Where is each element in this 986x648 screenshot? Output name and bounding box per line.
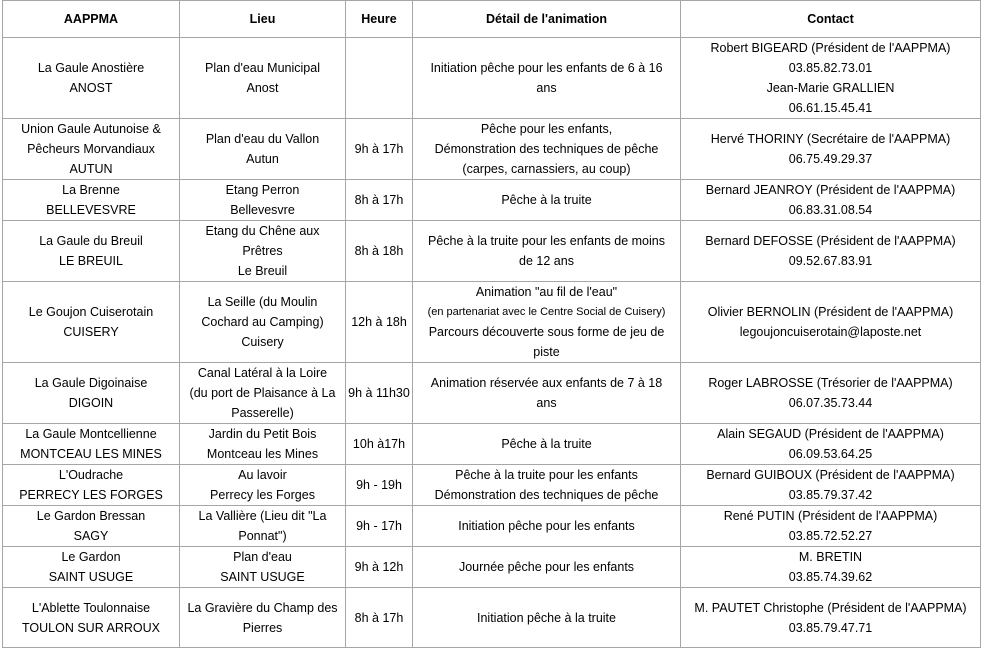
cell-line: 8h à 18h bbox=[354, 244, 404, 258]
header-detail: Détail de l'animation bbox=[413, 1, 681, 38]
cell-line: Bellevesvre bbox=[230, 203, 295, 217]
cell-line: TOULON SUR ARROUX bbox=[22, 620, 160, 635]
cell-line: ans bbox=[536, 81, 557, 95]
cell-detail bbox=[413, 38, 681, 119]
cell-aappma bbox=[3, 588, 180, 648]
cell-lieu bbox=[180, 38, 346, 119]
cell-line: ANOST bbox=[69, 81, 113, 95]
cell-line: (carpes, carnassiers, au coup) bbox=[462, 162, 631, 176]
header-contact: Contact bbox=[681, 1, 981, 38]
cell-contact bbox=[681, 588, 981, 648]
cell-detail bbox=[413, 363, 681, 424]
cell-line: CUISERY bbox=[63, 325, 119, 339]
cell-line: Ponnat") bbox=[238, 529, 287, 543]
cell-detail bbox=[413, 119, 681, 180]
cell-lieu bbox=[180, 465, 346, 506]
cell-heure bbox=[346, 465, 413, 506]
cell-line: Cochard au Camping) bbox=[201, 315, 324, 329]
cell-line: Montceau les Mines bbox=[206, 447, 319, 461]
cell-contact bbox=[681, 363, 981, 424]
cell-line: René PUTIN (Président de l'AAPPMA) bbox=[723, 509, 938, 523]
cell-line: Pêche à la truite bbox=[501, 437, 592, 451]
cell-line: Etang Perron bbox=[225, 183, 300, 197]
cell-line: La Gaule Digoinaise bbox=[34, 376, 148, 390]
cell-line: L'Ablette Toulonnaise bbox=[31, 600, 151, 615]
cell-lieu bbox=[180, 180, 346, 221]
cell-line: L'Oudrache bbox=[58, 468, 124, 482]
cell-line: 8h à 17h bbox=[354, 193, 404, 207]
cell-line: 10h à17h bbox=[352, 437, 406, 451]
cell-line: Pêche pour les enfants, bbox=[480, 122, 613, 136]
cell-line: Pêcheurs Morvandiaux bbox=[27, 142, 155, 156]
header-row bbox=[3, 1, 981, 38]
cell-line: La Gravière du Champ des bbox=[187, 600, 338, 615]
cell-contact bbox=[681, 180, 981, 221]
header-heure: Heure bbox=[346, 1, 413, 38]
cell-line: Plan d'eau Municipal bbox=[205, 61, 320, 75]
cell-line: 9h à 11h30 bbox=[348, 386, 410, 400]
cell-aappma bbox=[3, 38, 180, 119]
cell-line: Jardin du Petit Bois bbox=[208, 427, 317, 441]
cell-line: Pierres bbox=[242, 620, 283, 635]
cell-aappma bbox=[3, 221, 180, 282]
cell-line: La Gaule Montcellienne bbox=[25, 427, 157, 441]
cell-detail bbox=[413, 221, 681, 282]
table-row bbox=[3, 465, 981, 506]
cell-contact bbox=[681, 465, 981, 506]
cell-heure bbox=[346, 180, 413, 221]
cell-heure bbox=[346, 547, 413, 588]
cell-contact bbox=[681, 119, 981, 180]
cell-lieu bbox=[180, 363, 346, 424]
cell-line: Journée pêche pour les enfants bbox=[458, 560, 635, 574]
cell-line: Olivier BERNOLIN (Président de l'AAPPMA) bbox=[707, 305, 954, 319]
cell-aappma bbox=[3, 424, 180, 465]
cell-lieu bbox=[180, 221, 346, 282]
cell-line: Bernard GUIBOUX (Président de l'AAPPMA) bbox=[706, 468, 955, 482]
cell-line: 03.85.79.47.71 bbox=[788, 620, 873, 635]
cell-aappma bbox=[3, 180, 180, 221]
cell-line: Anost bbox=[246, 81, 279, 95]
header-aappma: AAPPMA bbox=[3, 1, 180, 38]
cell-line: legoujoncuiserotain@laposte.net bbox=[739, 325, 922, 339]
cell-line: Autun bbox=[246, 152, 279, 166]
cell-line: Au lavoir bbox=[238, 468, 287, 482]
cell-line: 09.52.67.83.91 bbox=[788, 254, 873, 268]
cell-line: 12h à 18h bbox=[351, 315, 407, 329]
cell-line: ans bbox=[536, 396, 557, 410]
cell-line: Initiation pêche pour les enfants de 6 à 16 bbox=[430, 61, 663, 75]
cell-line: Etang du Chêne aux bbox=[205, 224, 320, 238]
cell-line: La Brenne bbox=[62, 183, 120, 197]
cell-heure bbox=[346, 119, 413, 180]
cell-contact bbox=[681, 221, 981, 282]
table-row bbox=[3, 180, 981, 221]
header-lieu: Lieu bbox=[180, 1, 346, 38]
cell-line: PERRECY LES FORGES bbox=[19, 488, 163, 502]
table-row bbox=[3, 282, 981, 363]
cell-line: Initiation pêche à la truite bbox=[477, 610, 616, 625]
cell-line: 06.61.15.45.41 bbox=[788, 101, 873, 115]
cell-line: Canal Latéral à la Loire bbox=[197, 366, 328, 380]
cell-detail bbox=[413, 588, 681, 648]
cell-line: M. BRETIN bbox=[798, 550, 863, 564]
cell-line: MONTCEAU LES MINES bbox=[20, 447, 162, 461]
cell-line: 06.75.49.29.37 bbox=[788, 152, 873, 166]
cell-line: 06.83.31.08.54 bbox=[788, 203, 873, 217]
cell-line: 9h à 12h bbox=[354, 560, 404, 574]
cell-line: (en partenariat avec le Centre Social de Cuisery) bbox=[427, 306, 666, 318]
cell-line: Union Gaule Autunoise & bbox=[21, 122, 161, 136]
cell-line: LE BREUIL bbox=[59, 254, 123, 268]
cell-lieu bbox=[180, 424, 346, 465]
cell-line: SAINT USUGE bbox=[220, 570, 305, 584]
cell-heure bbox=[346, 282, 413, 363]
cell-line: 06.09.53.64.25 bbox=[788, 447, 873, 461]
table-row bbox=[3, 506, 981, 547]
cell-contact bbox=[681, 38, 981, 119]
table-row bbox=[3, 588, 981, 648]
cell-line: Animation "au fil de l'eau" bbox=[475, 285, 618, 299]
cell-line: Démonstration des techniques de pêche bbox=[434, 488, 659, 502]
cell-detail bbox=[413, 465, 681, 506]
cell-detail bbox=[413, 180, 681, 221]
cell-heure bbox=[346, 588, 413, 648]
cell-line: Roger LABROSSE (Trésorier de l'AAPPMA) bbox=[708, 376, 953, 390]
cell-detail bbox=[413, 424, 681, 465]
cell-line: Plan d'eau du Vallon bbox=[205, 132, 320, 146]
cell-line: Prêtres bbox=[242, 244, 283, 258]
cell-lieu bbox=[180, 547, 346, 588]
cell-line: La Gaule du Breuil bbox=[39, 234, 143, 248]
cell-heure bbox=[346, 221, 413, 282]
cell-line: Hervé THORINY (Secrétaire de l'AAPPMA) bbox=[710, 132, 951, 146]
cell-line: M. PAUTET Christophe (Président de l'AAPPMA) bbox=[694, 600, 967, 615]
cell-line: Démonstration des techniques de pêche bbox=[434, 142, 659, 156]
cell-line: DIGOIN bbox=[68, 396, 114, 410]
cell-detail bbox=[413, 506, 681, 547]
cell-line: 03.85.72.52.27 bbox=[788, 529, 873, 543]
cell-line: AUTUN bbox=[69, 162, 113, 176]
cell-line: Parcours découverte sous forme de jeu de bbox=[428, 325, 665, 339]
cell-aappma bbox=[3, 119, 180, 180]
table-row bbox=[3, 424, 981, 465]
cell-heure bbox=[346, 506, 413, 547]
cell-aappma bbox=[3, 363, 180, 424]
cell-contact bbox=[681, 547, 981, 588]
cell-line: Bernard JEANROY (Président de l'AAPPMA) bbox=[705, 183, 956, 197]
cell-aappma bbox=[3, 506, 180, 547]
cell-line: Animation réservée aux enfants de 7 à 18 bbox=[430, 376, 663, 390]
cell-line: SAGY bbox=[73, 529, 109, 543]
cell-line: Passerelle) bbox=[231, 406, 294, 420]
cell-lieu bbox=[180, 119, 346, 180]
cell-lieu bbox=[180, 282, 346, 363]
cell-line: 9h - 17h bbox=[356, 519, 402, 533]
table-row bbox=[3, 363, 981, 424]
cell-line: Plan d'eau bbox=[233, 550, 292, 564]
cell-line: 03.85.79.37.42 bbox=[788, 488, 873, 502]
cell-line: 9h à 17h bbox=[354, 142, 404, 156]
cell-line: La Seille (du Moulin bbox=[207, 295, 318, 309]
cell-heure bbox=[346, 38, 413, 119]
cell-detail bbox=[413, 282, 681, 363]
cell-detail bbox=[413, 547, 681, 588]
cell-lieu bbox=[180, 588, 346, 648]
cell-line: La Vallière (Lieu dit "La bbox=[198, 509, 327, 523]
cell-heure bbox=[346, 424, 413, 465]
cell-line: Le Goujon Cuiserotain bbox=[28, 305, 154, 319]
cell-line: Le Breuil bbox=[237, 264, 288, 278]
cell-line: Jean-Marie GRALLIEN bbox=[766, 81, 895, 95]
cell-line: 03.85.82.73.01 bbox=[788, 61, 873, 75]
table-row bbox=[3, 38, 981, 119]
cell-line: Le Gardon Bressan bbox=[36, 509, 146, 523]
cell-aappma bbox=[3, 547, 180, 588]
cell-line: Pêche à la truite pour les enfants bbox=[455, 468, 638, 482]
cell-contact bbox=[681, 506, 981, 547]
cell-aappma bbox=[3, 465, 180, 506]
table-row bbox=[3, 221, 981, 282]
cell-line: Alain SEGAUD (Président de l'AAPPMA) bbox=[717, 427, 944, 441]
cell-line: piste bbox=[533, 345, 560, 359]
table-row bbox=[3, 119, 981, 180]
cell-line: 03.85.74.39.62 bbox=[788, 570, 873, 584]
cell-line: Robert BIGEARD (Président de l'AAPPMA) bbox=[710, 41, 951, 55]
cell-line: La Gaule Anostière bbox=[37, 61, 145, 75]
cell-contact bbox=[681, 424, 981, 465]
cell-line: Initiation pêche pour les enfants bbox=[458, 519, 635, 533]
cell-line: Cuisery bbox=[241, 335, 284, 349]
cell-line: 8h à 17h bbox=[354, 610, 404, 625]
cell-contact bbox=[681, 282, 981, 363]
cell-line: Pêche à la truite pour les enfants de moins bbox=[428, 234, 665, 248]
cell-line: Le Gardon bbox=[61, 550, 121, 564]
cell-line: Perrecy les Forges bbox=[210, 488, 315, 502]
cell-line: Bernard DEFOSSE (Président de l'AAPPMA) bbox=[705, 234, 956, 248]
cell-line: Pêche à la truite bbox=[501, 193, 592, 207]
events-table bbox=[2, 0, 981, 648]
cell-line: 9h - 19h bbox=[356, 478, 402, 492]
cell-lieu bbox=[180, 506, 346, 547]
cell-heure bbox=[346, 363, 413, 424]
cell-line: BELLEVESVRE bbox=[46, 203, 136, 217]
cell-line: SAINT USUGE bbox=[48, 570, 134, 584]
cell-line: de 12 ans bbox=[519, 254, 574, 268]
cell-aappma bbox=[3, 282, 180, 363]
table-row bbox=[3, 547, 981, 588]
cell-line: 06.07.35.73.44 bbox=[788, 396, 873, 410]
cell-line: (du port de Plaisance à La bbox=[189, 386, 336, 400]
